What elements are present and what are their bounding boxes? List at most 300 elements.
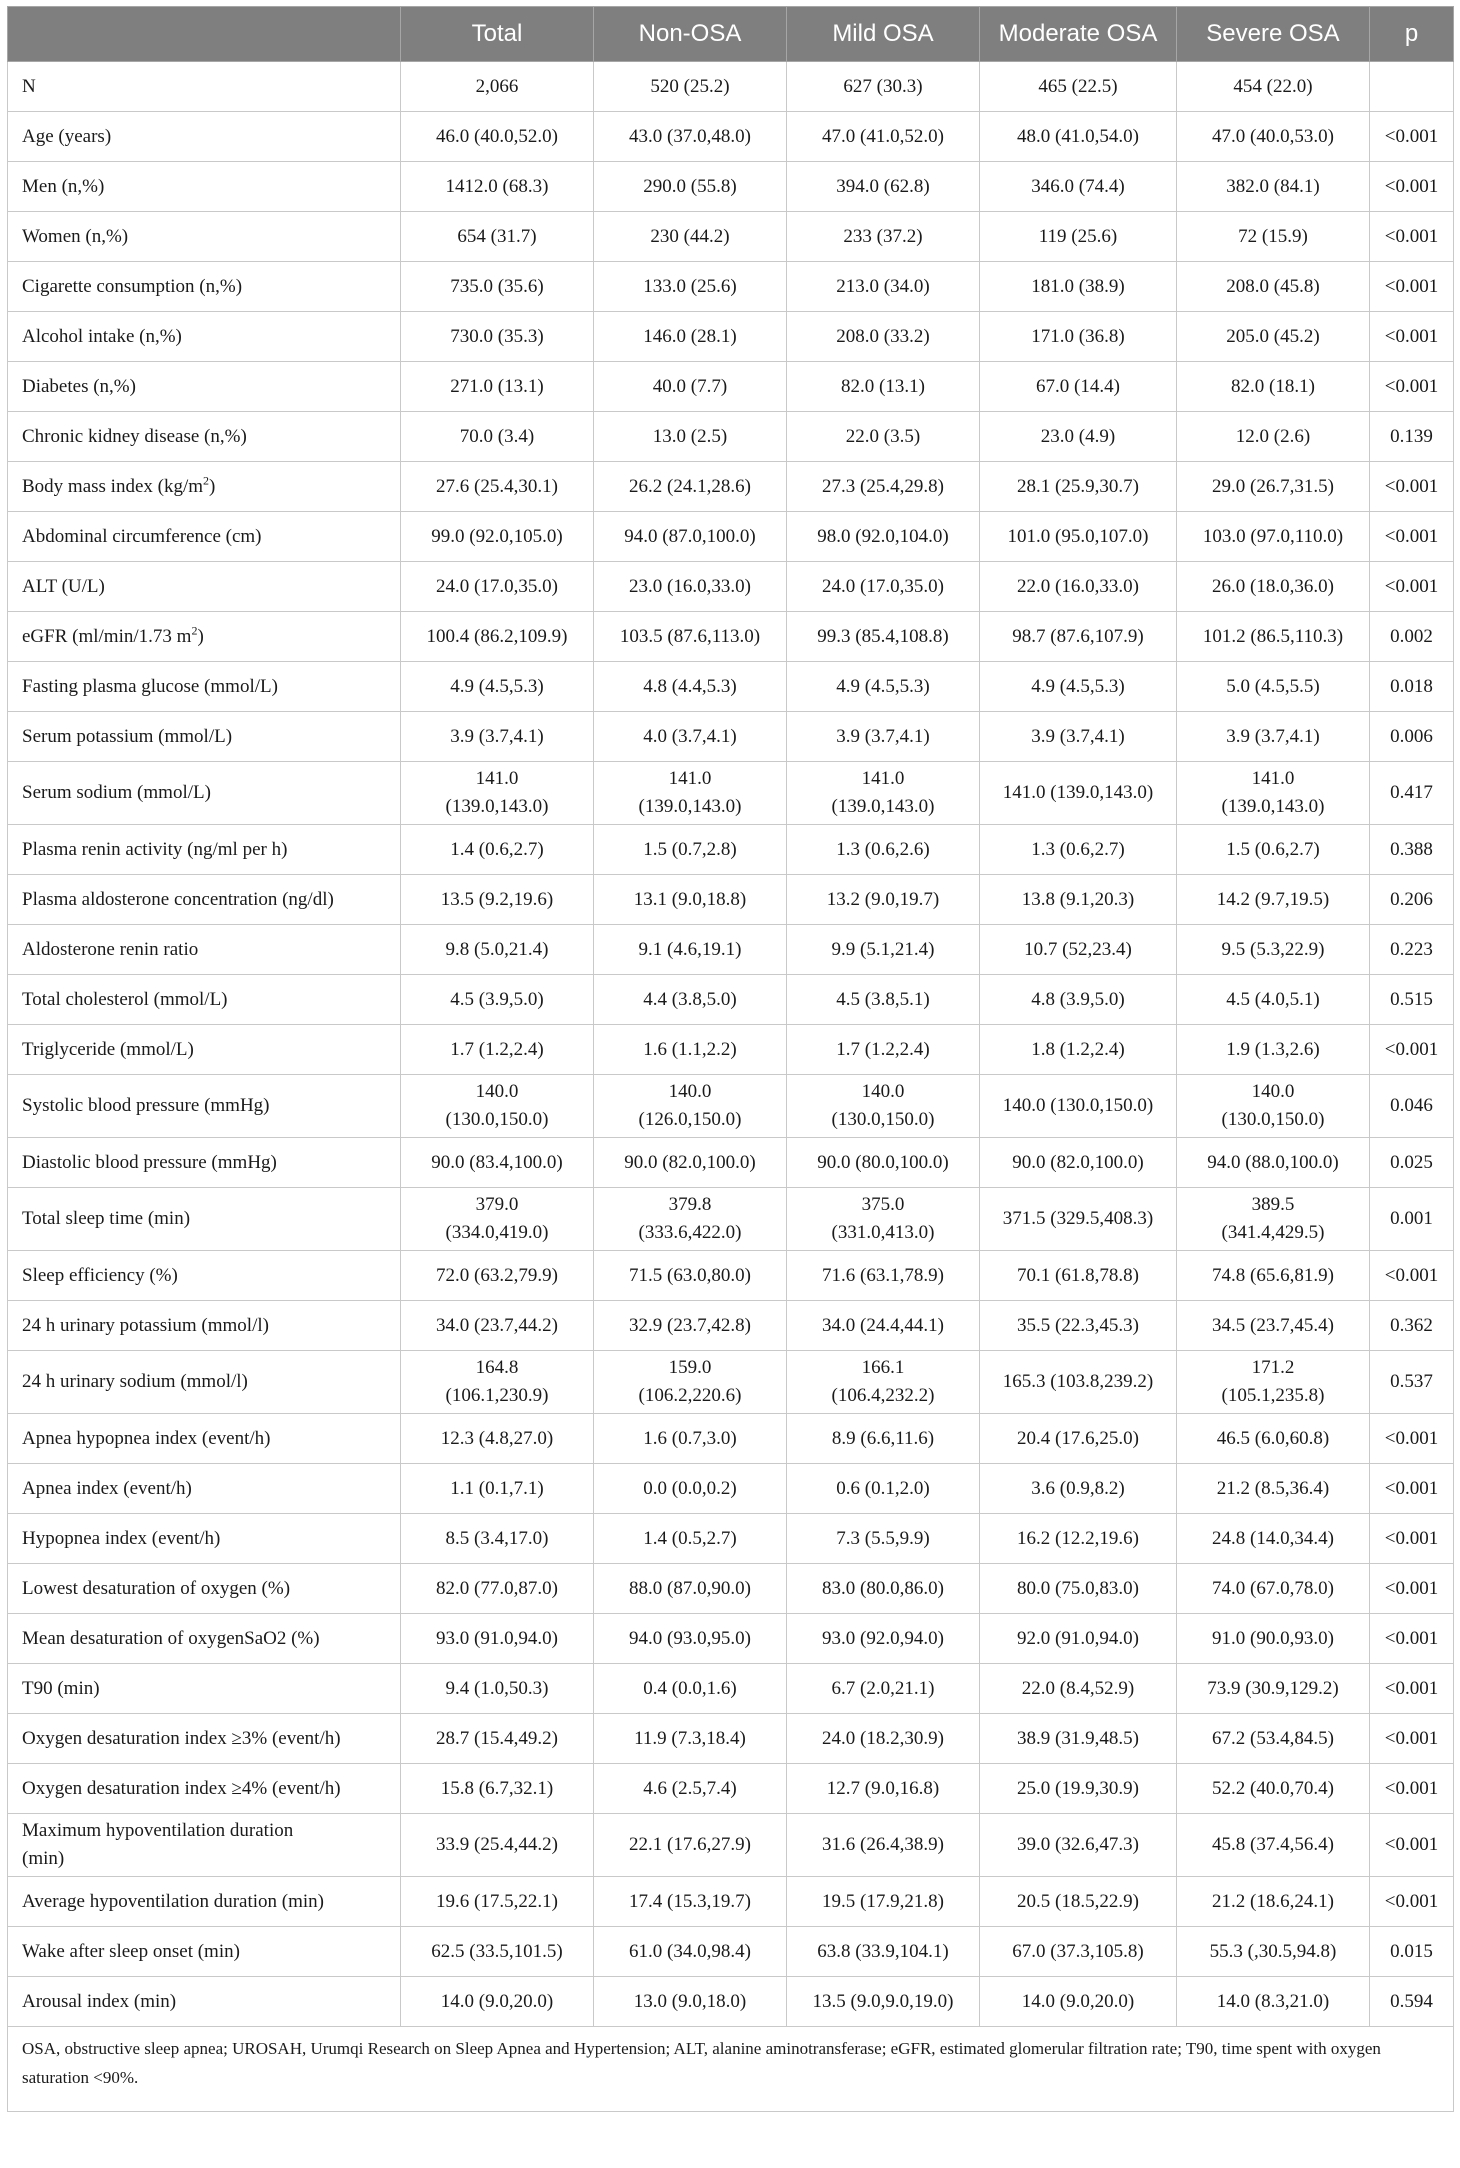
- cell-mild-osa: 98.0 (92.0,104.0): [787, 512, 980, 562]
- cell-p-value: <0.001: [1370, 1414, 1454, 1464]
- cell-moderate-osa: 13.8 (9.1,20.3): [980, 875, 1177, 925]
- table-row: [8, 212, 1454, 262]
- cell-non-osa: 11.9 (7.3,18.4): [594, 1714, 787, 1764]
- table-row: [8, 362, 1454, 412]
- cell-non-osa: 4.4 (3.8,5.0): [594, 975, 787, 1025]
- cell-severe-osa: 205.0 (45.2): [1177, 312, 1370, 362]
- cell-severe-osa: 389.5 (341.4,429.5): [1177, 1188, 1370, 1251]
- cell-mild-osa: 34.0 (24.4,44.1): [787, 1301, 980, 1351]
- header-cell-total: Total: [401, 7, 594, 62]
- cell-mild-osa: 166.1 (106.4,232.2): [787, 1351, 980, 1414]
- row-label: Lowest desaturation of oxygen (%): [8, 1564, 401, 1614]
- cell-mild-osa: 90.0 (80.0,100.0): [787, 1138, 980, 1188]
- row-label-superscript: 2: [191, 623, 198, 638]
- cell-severe-osa: 29.0 (26.7,31.5): [1177, 462, 1370, 512]
- cell-non-osa: 230 (44.2): [594, 212, 787, 262]
- cell-p-value: <0.001: [1370, 1251, 1454, 1301]
- cell-moderate-osa: 38.9 (31.9,48.5): [980, 1714, 1177, 1764]
- row-label: Chronic kidney disease (n,%): [8, 412, 401, 462]
- table-row: [8, 1927, 1454, 1977]
- cell-p-value: 0.018: [1370, 662, 1454, 712]
- table-body: [8, 62, 1454, 2027]
- row-label-text: eGFR (ml/min/1.73 m: [22, 625, 192, 647]
- header-cell-label: [8, 7, 401, 62]
- cell-mild-osa: 627 (30.3): [787, 62, 980, 112]
- cell-non-osa: 71.5 (63.0,80.0): [594, 1251, 787, 1301]
- table-row: [8, 1301, 1454, 1351]
- cell-non-osa: 43.0 (37.0,48.0): [594, 112, 787, 162]
- table-row: [8, 662, 1454, 712]
- cell-total: 82.0 (77.0,87.0): [401, 1564, 594, 1614]
- row-label: Age (years): [8, 112, 401, 162]
- row-label: Total cholesterol (mmol/L): [8, 975, 401, 1025]
- cell-total: 15.8 (6.7,32.1): [401, 1764, 594, 1814]
- cell-total: 1.7 (1.2,2.4): [401, 1025, 594, 1075]
- cell-total: 70.0 (3.4): [401, 412, 594, 462]
- cell-mild-osa: 233 (37.2): [787, 212, 980, 262]
- cell-p-value: <0.001: [1370, 212, 1454, 262]
- table-row: [8, 1877, 1454, 1927]
- cell-non-osa: 1.6 (1.1,2.2): [594, 1025, 787, 1075]
- table-row: [8, 162, 1454, 212]
- cell-mild-osa: 4.5 (3.8,5.1): [787, 975, 980, 1025]
- row-label-superscript: 2: [203, 473, 210, 488]
- cell-non-osa: 61.0 (34.0,98.4): [594, 1927, 787, 1977]
- cell-mild-osa: 1.3 (0.6,2.6): [787, 825, 980, 875]
- cell-non-osa: 1.4 (0.5,2.7): [594, 1514, 787, 1564]
- cell-p-value: <0.001: [1370, 262, 1454, 312]
- table-row: [8, 1614, 1454, 1664]
- cell-moderate-osa: 346.0 (74.4): [980, 162, 1177, 212]
- cell-non-osa: 94.0 (93.0,95.0): [594, 1614, 787, 1664]
- cell-total: 654 (31.7): [401, 212, 594, 262]
- cell-total: 99.0 (92.0,105.0): [401, 512, 594, 562]
- table-row: [8, 1764, 1454, 1814]
- row-label-suffix: ): [209, 475, 216, 497]
- cell-non-osa: 103.5 (87.6,113.0): [594, 612, 787, 662]
- cell-total: 271.0 (13.1): [401, 362, 594, 412]
- cell-total: 90.0 (83.4,100.0): [401, 1138, 594, 1188]
- cell-severe-osa: 91.0 (90.0,93.0): [1177, 1614, 1370, 1664]
- header-cell-p: p: [1370, 7, 1454, 62]
- cell-total: 24.0 (17.0,35.0): [401, 562, 594, 612]
- cell-non-osa: 290.0 (55.8): [594, 162, 787, 212]
- cell-moderate-osa: 22.0 (8.4,52.9): [980, 1664, 1177, 1714]
- cell-moderate-osa: 70.1 (61.8,78.8): [980, 1251, 1177, 1301]
- cell-moderate-osa: 171.0 (36.8): [980, 312, 1177, 362]
- cell-p-value: <0.001: [1370, 462, 1454, 512]
- cell-total: 735.0 (35.6): [401, 262, 594, 312]
- cell-severe-osa: 9.5 (5.3,22.9): [1177, 925, 1370, 975]
- row-label: Abdominal circumference (cm): [8, 512, 401, 562]
- cell-moderate-osa: 14.0 (9.0,20.0): [980, 1977, 1177, 2027]
- cell-total: 46.0 (40.0,52.0): [401, 112, 594, 162]
- cell-moderate-osa: 39.0 (32.6,47.3): [980, 1814, 1177, 1877]
- table-row: [8, 1075, 1454, 1138]
- cell-severe-osa: 72 (15.9): [1177, 212, 1370, 262]
- cell-p-value: 0.362: [1370, 1301, 1454, 1351]
- cell-p-value: <0.001: [1370, 362, 1454, 412]
- cell-moderate-osa: 28.1 (25.9,30.7): [980, 462, 1177, 512]
- cell-severe-osa: 171.2 (105.1,235.8): [1177, 1351, 1370, 1414]
- cell-severe-osa: 101.2 (86.5,110.3): [1177, 612, 1370, 662]
- cell-total: 164.8 (106.1,230.9): [401, 1351, 594, 1414]
- table-container: [7, 6, 1453, 2112]
- cell-non-osa: 88.0 (87.0,90.0): [594, 1564, 787, 1614]
- cell-moderate-osa: 48.0 (41.0,54.0): [980, 112, 1177, 162]
- cell-moderate-osa: 16.2 (12.2,19.6): [980, 1514, 1177, 1564]
- table-row: [8, 875, 1454, 925]
- cell-non-osa: 13.0 (2.5): [594, 412, 787, 462]
- row-label: Plasma renin activity (ng/ml per h): [8, 825, 401, 875]
- footnote-row: [8, 2027, 1454, 2112]
- cell-mild-osa: 6.7 (2.0,21.1): [787, 1664, 980, 1714]
- cell-p-value: 0.139: [1370, 412, 1454, 462]
- cell-moderate-osa: 4.8 (3.9,5.0): [980, 975, 1177, 1025]
- cell-mild-osa: 71.6 (63.1,78.9): [787, 1251, 980, 1301]
- table-row: [8, 1664, 1454, 1714]
- cell-moderate-osa: 181.0 (38.9): [980, 262, 1177, 312]
- cell-moderate-osa: 140.0 (130.0,150.0): [980, 1075, 1177, 1138]
- cell-mild-osa: 63.8 (33.9,104.1): [787, 1927, 980, 1977]
- table-row: [8, 925, 1454, 975]
- cell-mild-osa: 27.3 (25.4,29.8): [787, 462, 980, 512]
- cell-total: 9.4 (1.0,50.3): [401, 1664, 594, 1714]
- cell-non-osa: 90.0 (82.0,100.0): [594, 1138, 787, 1188]
- cell-mild-osa: 99.3 (85.4,108.8): [787, 612, 980, 662]
- cell-mild-osa: 394.0 (62.8): [787, 162, 980, 212]
- row-label: Diastolic blood pressure (mmHg): [8, 1138, 401, 1188]
- table-row: [8, 1351, 1454, 1414]
- table-row: [8, 1564, 1454, 1614]
- cell-severe-osa: 382.0 (84.1): [1177, 162, 1370, 212]
- cell-total: 100.4 (86.2,109.9): [401, 612, 594, 662]
- cell-severe-osa: 454 (22.0): [1177, 62, 1370, 112]
- cell-p-value: 0.537: [1370, 1351, 1454, 1414]
- row-label: 24 h urinary sodium (mmol/l): [8, 1351, 401, 1414]
- cell-severe-osa: 1.9 (1.3,2.6): [1177, 1025, 1370, 1075]
- row-label: Hypopnea index (event/h): [8, 1514, 401, 1564]
- cell-p-value: <0.001: [1370, 1764, 1454, 1814]
- cell-severe-osa: 14.0 (8.3,21.0): [1177, 1977, 1370, 2027]
- cell-total: 62.5 (33.5,101.5): [401, 1927, 594, 1977]
- table-row: [8, 1814, 1454, 1877]
- cell-mild-osa: 83.0 (80.0,86.0): [787, 1564, 980, 1614]
- cell-severe-osa: 3.9 (3.7,4.1): [1177, 712, 1370, 762]
- cell-total: 9.8 (5.0,21.4): [401, 925, 594, 975]
- cell-total: 141.0 (139.0,143.0): [401, 762, 594, 825]
- cell-severe-osa: 141.0 (139.0,143.0): [1177, 762, 1370, 825]
- header-cell-severe-osa: Severe OSA: [1177, 7, 1370, 62]
- row-label: Average hypoventilation duration (min): [8, 1877, 401, 1927]
- row-label: Systolic blood pressure (mmHg): [8, 1075, 401, 1138]
- cell-mild-osa: 0.6 (0.1,2.0): [787, 1464, 980, 1514]
- cell-mild-osa: 140.0 (130.0,150.0): [787, 1075, 980, 1138]
- cell-total: 730.0 (35.3): [401, 312, 594, 362]
- cell-moderate-osa: 465 (22.5): [980, 62, 1177, 112]
- cell-p-value: 0.002: [1370, 612, 1454, 662]
- row-label: Mean desaturation of oxygenSaO2 (%): [8, 1614, 401, 1664]
- row-label: Total sleep time (min): [8, 1188, 401, 1251]
- table-footnote: OSA, obstructive sleep apnea; UROSAH, Urumqi Research on Sleep Apnea and Hypertension; ALT, alanine aminotransferase; eGFR, estimated glomerular filtration rate; T90, time spent with oxygen saturation <90%.: [8, 2027, 1454, 2112]
- cell-severe-osa: 21.2 (8.5,36.4): [1177, 1464, 1370, 1514]
- cell-p-value: 0.206: [1370, 875, 1454, 925]
- cell-mild-osa: 12.7 (9.0,16.8): [787, 1764, 980, 1814]
- cell-severe-osa: 21.2 (18.6,24.1): [1177, 1877, 1370, 1927]
- table-row: [8, 762, 1454, 825]
- cell-severe-osa: 45.8 (37.4,56.4): [1177, 1814, 1370, 1877]
- row-label-text: Body mass index (kg/m: [22, 475, 204, 497]
- cell-mild-osa: 24.0 (17.0,35.0): [787, 562, 980, 612]
- cell-severe-osa: 94.0 (88.0,100.0): [1177, 1138, 1370, 1188]
- row-label-suffix: ): [197, 625, 204, 647]
- header-cell-non-osa: Non-OSA: [594, 7, 787, 62]
- cell-severe-osa: 67.2 (53.4,84.5): [1177, 1714, 1370, 1764]
- cell-moderate-osa: 1.3 (0.6,2.7): [980, 825, 1177, 875]
- cell-severe-osa: 46.5 (6.0,60.8): [1177, 1414, 1370, 1464]
- cell-total: 2,066: [401, 62, 594, 112]
- cell-mild-osa: 9.9 (5.1,21.4): [787, 925, 980, 975]
- cell-non-osa: 13.0 (9.0,18.0): [594, 1977, 787, 2027]
- cell-severe-osa: 1.5 (0.6,2.7): [1177, 825, 1370, 875]
- cell-p-value: <0.001: [1370, 1025, 1454, 1075]
- cell-non-osa: 1.5 (0.7,2.8): [594, 825, 787, 875]
- cell-non-osa: 0.0 (0.0,0.2): [594, 1464, 787, 1514]
- cell-p-value: 0.417: [1370, 762, 1454, 825]
- cell-total: 1412.0 (68.3): [401, 162, 594, 212]
- cell-non-osa: 4.0 (3.7,4.1): [594, 712, 787, 762]
- cell-non-osa: 40.0 (7.7): [594, 362, 787, 412]
- row-label: Men (n,%): [8, 162, 401, 212]
- header-cell-moderate-osa: Moderate OSA: [980, 7, 1177, 62]
- cell-total: 13.5 (9.2,19.6): [401, 875, 594, 925]
- table-row: [8, 512, 1454, 562]
- cell-severe-osa: 55.3 (,30.5,94.8): [1177, 1927, 1370, 1977]
- cell-severe-osa: 5.0 (4.5,5.5): [1177, 662, 1370, 712]
- cell-mild-osa: 13.5 (9.0,9.0,19.0): [787, 1977, 980, 2027]
- cell-p-value: [1370, 62, 1454, 112]
- cell-p-value: <0.001: [1370, 1614, 1454, 1664]
- cell-p-value: <0.001: [1370, 562, 1454, 612]
- table-row: [8, 1025, 1454, 1075]
- cell-moderate-osa: 3.9 (3.7,4.1): [980, 712, 1177, 762]
- cell-mild-osa: 24.0 (18.2,30.9): [787, 1714, 980, 1764]
- row-label: Arousal index (min): [8, 1977, 401, 2027]
- cell-moderate-osa: 98.7 (87.6,107.9): [980, 612, 1177, 662]
- table-row: [8, 1251, 1454, 1301]
- cell-non-osa: 13.1 (9.0,18.8): [594, 875, 787, 925]
- cell-moderate-osa: 23.0 (4.9): [980, 412, 1177, 462]
- cell-total: 12.3 (4.8,27.0): [401, 1414, 594, 1464]
- row-label: Plasma aldosterone concentration (ng/dl): [8, 875, 401, 925]
- cell-moderate-osa: 3.6 (0.9,8.2): [980, 1464, 1177, 1514]
- cell-moderate-osa: 371.5 (329.5,408.3): [980, 1188, 1177, 1251]
- cell-moderate-osa: 67.0 (14.4): [980, 362, 1177, 412]
- cell-total: 28.7 (15.4,49.2): [401, 1714, 594, 1764]
- cell-p-value: <0.001: [1370, 112, 1454, 162]
- cell-non-osa: 146.0 (28.1): [594, 312, 787, 362]
- row-label: Oxygen desaturation index ≥4% (event/h): [8, 1764, 401, 1814]
- cell-non-osa: 159.0 (106.2,220.6): [594, 1351, 787, 1414]
- row-label: Diabetes (n,%): [8, 362, 401, 412]
- cell-moderate-osa: 90.0 (82.0,100.0): [980, 1138, 1177, 1188]
- cell-moderate-osa: 10.7 (52,23.4): [980, 925, 1177, 975]
- baseline-characteristics-table: [7, 6, 1454, 2112]
- cell-non-osa: 94.0 (87.0,100.0): [594, 512, 787, 562]
- row-label: Apnea hypopnea index (event/h): [8, 1414, 401, 1464]
- cell-non-osa: 140.0 (126.0,150.0): [594, 1075, 787, 1138]
- cell-severe-osa: 24.8 (14.0,34.4): [1177, 1514, 1370, 1564]
- cell-p-value: <0.001: [1370, 1814, 1454, 1877]
- cell-p-value: <0.001: [1370, 1514, 1454, 1564]
- cell-p-value: 0.223: [1370, 925, 1454, 975]
- cell-total: 1.1 (0.1,7.1): [401, 1464, 594, 1514]
- table-row: [8, 1977, 1454, 2027]
- cell-non-osa: 22.1 (17.6,27.9): [594, 1814, 787, 1877]
- cell-severe-osa: 82.0 (18.1): [1177, 362, 1370, 412]
- cell-mild-osa: 4.9 (4.5,5.3): [787, 662, 980, 712]
- cell-p-value: <0.001: [1370, 1464, 1454, 1514]
- cell-severe-osa: 74.0 (67.0,78.0): [1177, 1564, 1370, 1614]
- header-cell-mild-osa: Mild OSA: [787, 7, 980, 62]
- cell-p-value: <0.001: [1370, 162, 1454, 212]
- cell-moderate-osa: 67.0 (37.3,105.8): [980, 1927, 1177, 1977]
- row-label: Cigarette consumption (n,%): [8, 262, 401, 312]
- table-row: [8, 975, 1454, 1025]
- row-label: ALT (U/L): [8, 562, 401, 612]
- row-label: Maximum hypoventilation duration (min): [8, 1814, 401, 1877]
- table-row: [8, 1714, 1454, 1764]
- table-row: [8, 612, 1454, 662]
- cell-severe-osa: 73.9 (30.9,129.2): [1177, 1664, 1370, 1714]
- cell-mild-osa: 1.7 (1.2,2.4): [787, 1025, 980, 1075]
- row-label: [8, 462, 401, 512]
- cell-total: 4.5 (3.9,5.0): [401, 975, 594, 1025]
- cell-non-osa: 379.8 (333.6,422.0): [594, 1188, 787, 1251]
- cell-p-value: <0.001: [1370, 1714, 1454, 1764]
- cell-non-osa: 23.0 (16.0,33.0): [594, 562, 787, 612]
- cell-moderate-osa: 1.8 (1.2,2.4): [980, 1025, 1177, 1075]
- table-row: [8, 1514, 1454, 1564]
- cell-mild-osa: 375.0 (331.0,413.0): [787, 1188, 980, 1251]
- cell-non-osa: 32.9 (23.7,42.8): [594, 1301, 787, 1351]
- cell-moderate-osa: 141.0 (139.0,143.0): [980, 762, 1177, 825]
- cell-severe-osa: 14.2 (9.7,19.5): [1177, 875, 1370, 925]
- cell-severe-osa: 208.0 (45.8): [1177, 262, 1370, 312]
- cell-total: 19.6 (17.5,22.1): [401, 1877, 594, 1927]
- cell-total: 4.9 (4.5,5.3): [401, 662, 594, 712]
- table-row: [8, 1138, 1454, 1188]
- cell-p-value: <0.001: [1370, 312, 1454, 362]
- cell-moderate-osa: 25.0 (19.9,30.9): [980, 1764, 1177, 1814]
- cell-mild-osa: 47.0 (41.0,52.0): [787, 112, 980, 162]
- cell-p-value: 0.046: [1370, 1075, 1454, 1138]
- table-row: [8, 412, 1454, 462]
- cell-non-osa: 4.8 (4.4,5.3): [594, 662, 787, 712]
- cell-non-osa: 17.4 (15.3,19.7): [594, 1877, 787, 1927]
- row-label: Triglyceride (mmol/L): [8, 1025, 401, 1075]
- table-row: [8, 712, 1454, 762]
- cell-p-value: 0.388: [1370, 825, 1454, 875]
- cell-moderate-osa: 20.5 (18.5,22.9): [980, 1877, 1177, 1927]
- table-row: [8, 825, 1454, 875]
- cell-moderate-osa: 22.0 (16.0,33.0): [980, 562, 1177, 612]
- header-row: [8, 7, 1454, 62]
- cell-moderate-osa: 119 (25.6): [980, 212, 1177, 262]
- cell-total: 27.6 (25.4,30.1): [401, 462, 594, 512]
- cell-severe-osa: 4.5 (4.0,5.1): [1177, 975, 1370, 1025]
- cell-p-value: <0.001: [1370, 1877, 1454, 1927]
- row-label: Serum sodium (mmol/L): [8, 762, 401, 825]
- cell-mild-osa: 7.3 (5.5,9.9): [787, 1514, 980, 1564]
- cell-moderate-osa: 92.0 (91.0,94.0): [980, 1614, 1177, 1664]
- table-row: [8, 62, 1454, 112]
- table-row: [8, 1414, 1454, 1464]
- cell-moderate-osa: 20.4 (17.6,25.0): [980, 1414, 1177, 1464]
- cell-non-osa: 1.6 (0.7,3.0): [594, 1414, 787, 1464]
- cell-mild-osa: 8.9 (6.6,11.6): [787, 1414, 980, 1464]
- cell-mild-osa: 13.2 (9.0,19.7): [787, 875, 980, 925]
- cell-severe-osa: 140.0 (130.0,150.0): [1177, 1075, 1370, 1138]
- cell-total: 34.0 (23.7,44.2): [401, 1301, 594, 1351]
- cell-severe-osa: 74.8 (65.6,81.9): [1177, 1251, 1370, 1301]
- cell-p-value: 0.006: [1370, 712, 1454, 762]
- cell-p-value: 0.515: [1370, 975, 1454, 1025]
- table-row: [8, 562, 1454, 612]
- cell-severe-osa: 12.0 (2.6): [1177, 412, 1370, 462]
- cell-mild-osa: 82.0 (13.1): [787, 362, 980, 412]
- cell-non-osa: 520 (25.2): [594, 62, 787, 112]
- cell-moderate-osa: 101.0 (95.0,107.0): [980, 512, 1177, 562]
- table-row: [8, 462, 1454, 512]
- cell-total: 14.0 (9.0,20.0): [401, 1977, 594, 2027]
- row-label: [8, 612, 401, 662]
- cell-total: 140.0 (130.0,150.0): [401, 1075, 594, 1138]
- cell-total: 72.0 (63.2,79.9): [401, 1251, 594, 1301]
- cell-severe-osa: 47.0 (40.0,53.0): [1177, 112, 1370, 162]
- cell-total: 33.9 (25.4,44.2): [401, 1814, 594, 1877]
- row-label: Women (n,%): [8, 212, 401, 262]
- cell-p-value: 0.001: [1370, 1188, 1454, 1251]
- cell-mild-osa: 31.6 (26.4,38.9): [787, 1814, 980, 1877]
- cell-non-osa: 4.6 (2.5,7.4): [594, 1764, 787, 1814]
- row-label: Oxygen desaturation index ≥3% (event/h): [8, 1714, 401, 1764]
- row-label: T90 (min): [8, 1664, 401, 1714]
- cell-p-value: <0.001: [1370, 1564, 1454, 1614]
- cell-moderate-osa: 35.5 (22.3,45.3): [980, 1301, 1177, 1351]
- cell-p-value: <0.001: [1370, 1664, 1454, 1714]
- cell-p-value: 0.594: [1370, 1977, 1454, 2027]
- cell-p-value: 0.025: [1370, 1138, 1454, 1188]
- row-label: 24 h urinary potassium (mmol/l): [8, 1301, 401, 1351]
- cell-non-osa: 133.0 (25.6): [594, 262, 787, 312]
- cell-total: 93.0 (91.0,94.0): [401, 1614, 594, 1664]
- row-label: N: [8, 62, 401, 112]
- cell-severe-osa: 34.5 (23.7,45.4): [1177, 1301, 1370, 1351]
- cell-severe-osa: 52.2 (40.0,70.4): [1177, 1764, 1370, 1814]
- cell-total: 3.9 (3.7,4.1): [401, 712, 594, 762]
- cell-moderate-osa: 165.3 (103.8,239.2): [980, 1351, 1177, 1414]
- cell-mild-osa: 141.0 (139.0,143.0): [787, 762, 980, 825]
- cell-total: 379.0 (334.0,419.0): [401, 1188, 594, 1251]
- row-label: Apnea index (event/h): [8, 1464, 401, 1514]
- cell-moderate-osa: 80.0 (75.0,83.0): [980, 1564, 1177, 1614]
- table-row: [8, 112, 1454, 162]
- cell-mild-osa: 208.0 (33.2): [787, 312, 980, 362]
- row-label: Aldosterone renin ratio: [8, 925, 401, 975]
- cell-moderate-osa: 4.9 (4.5,5.3): [980, 662, 1177, 712]
- cell-p-value: <0.001: [1370, 512, 1454, 562]
